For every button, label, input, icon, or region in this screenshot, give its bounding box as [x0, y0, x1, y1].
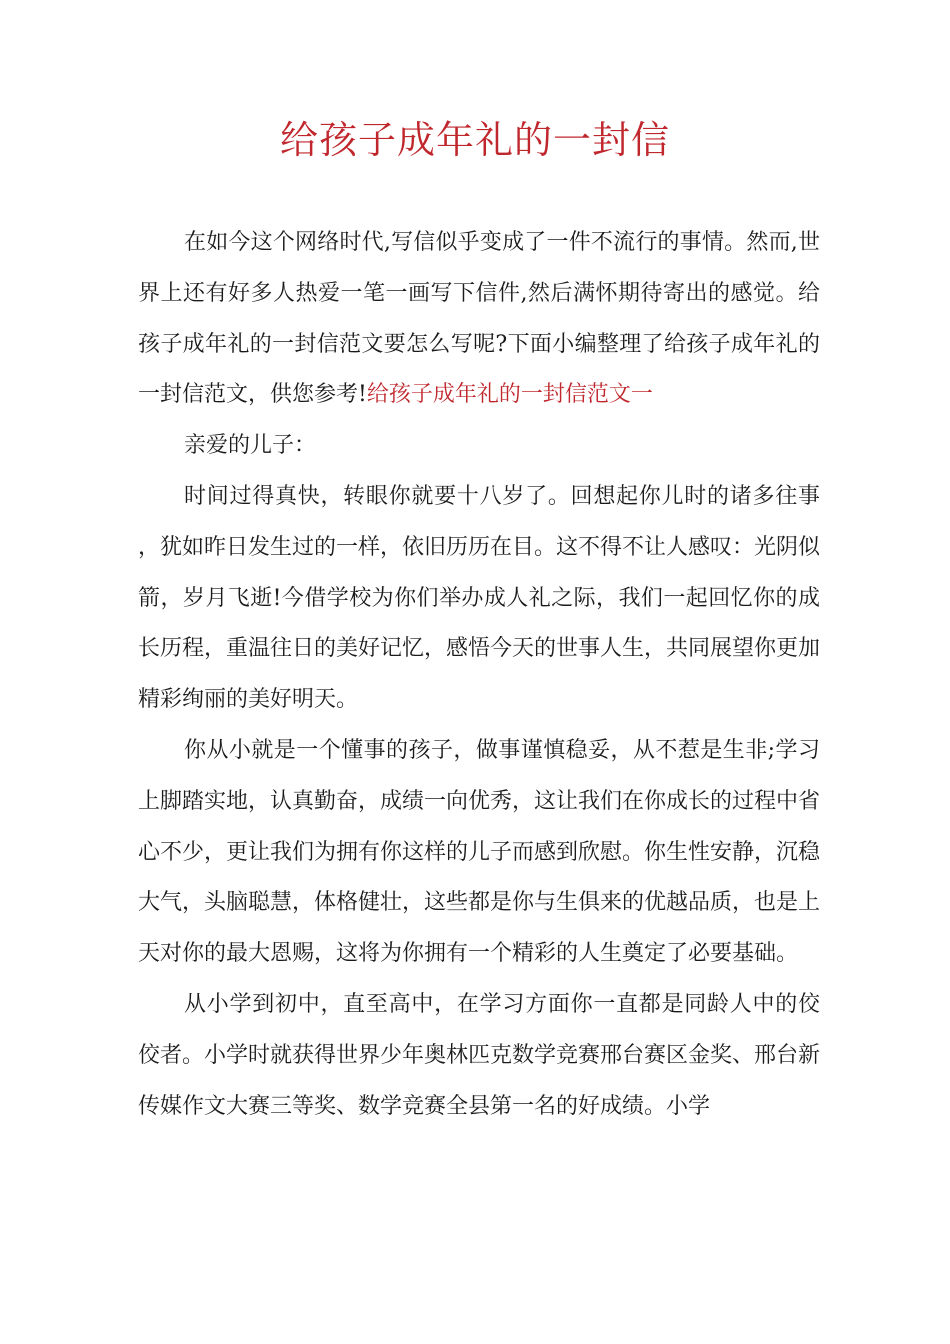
document-title: 给孩子成年礼的一封信 [279, 118, 670, 162]
intro-text: 在如今这个网络时代,写信似乎变成了一件不流行的事情。然而,世界上还有好多人热爱一笔一画写下信件,然后满怀期待寄出的感觉。给孩子成年礼的一封信范文要怎么写呢?下面小编整理了给孩子成年礼的一封信范文，供您参考! [138, 230, 820, 408]
body-paragraph-3: 从小学到初中，直至高中，在学习方面你一直都是同龄人中的佼佼者。小学时就获得世界少年奥林匹克数学竞赛邢台赛区金奖、邢台新传媒作文大赛三等奖、数学竞赛全县第一名的好成绩。小学 [138, 991, 821, 1119]
intro-paragraph [138, 218, 820, 421]
document-body [138, 218, 820, 1132]
body-paragraph-1: 时间过得真快，转眼你就要十八岁了。回想起你儿时的诸多往事，犹如昨日发生过的一样，依旧历历在目。这不得不让人感叹：光阴似箭，岁月飞逝!今借学校为你们举办成人礼之际，我们一起回忆你的成长历程，重温往日的美好记忆，感悟今天的世事人生，共同展望你更加精彩绚丽的美好明天。 [138, 483, 821, 713]
salutation: 亲爱的儿子： [184, 433, 317, 459]
intro-highlight-link: 给孩子成年礼的一封信范文一 [366, 382, 653, 408]
body-paragraph-2: 你从小就是一个懂事的孩子，做事谨慎稳妥，从不惹是生非;学习上脚踏实地，认真勤奋，成绩一向优秀，这让我们在你成长的过程中省心不少，更让我们为拥有你这样的儿子而感到欣慰。你生性安静，沉稳大气，头脑聪慧，体格健壮，这些都是你与生俱来的优越品质，也是上天对你的最大恩赐，这将为你拥有一个精彩的人生奠定了必要基础。 [138, 737, 821, 967]
